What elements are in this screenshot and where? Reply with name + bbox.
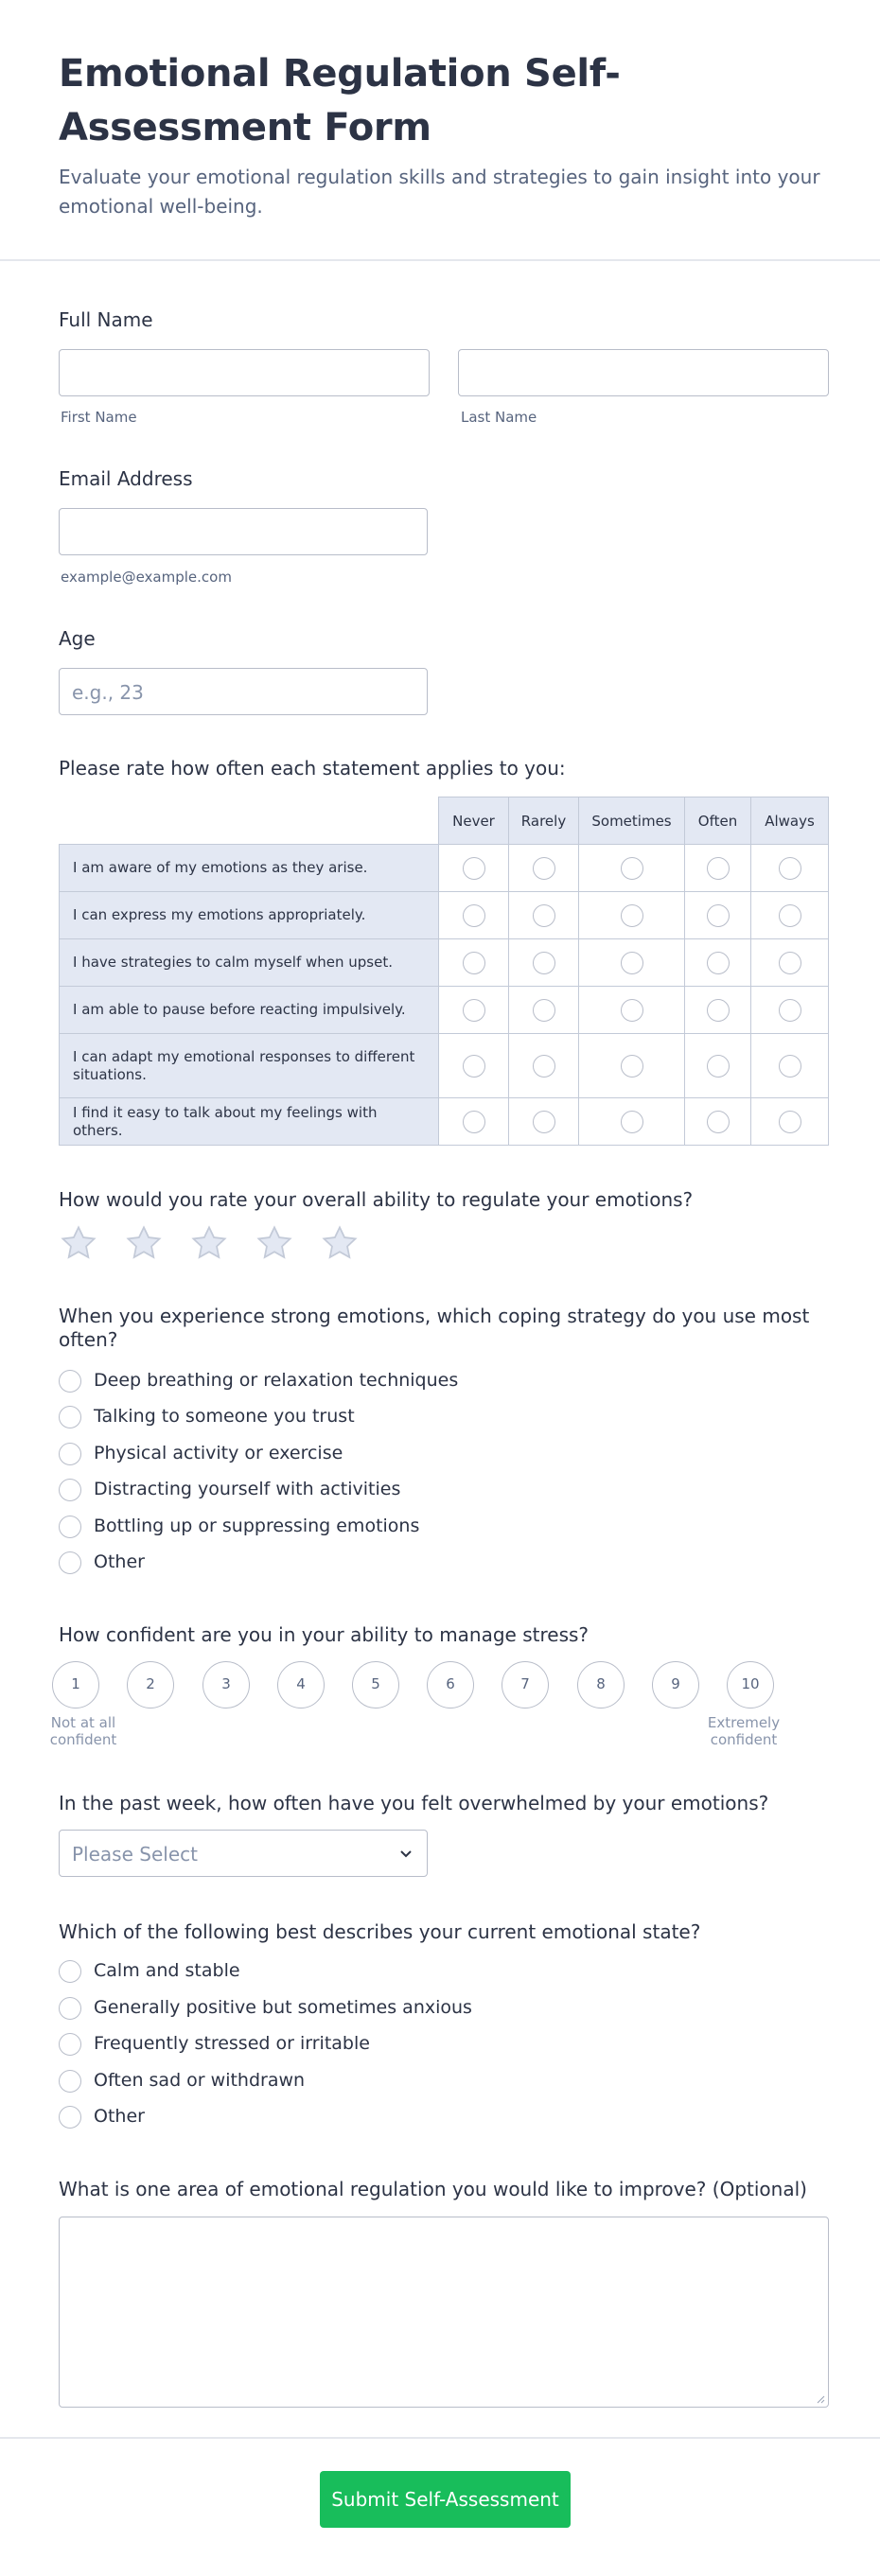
first-name-sublabel: First Name xyxy=(61,409,137,426)
star-icon[interactable] xyxy=(255,1223,294,1263)
radio-button[interactable] xyxy=(59,1406,81,1428)
matrix-radio[interactable] xyxy=(707,904,730,927)
matrix-radio[interactable] xyxy=(707,1055,730,1078)
matrix-radio[interactable] xyxy=(779,1111,801,1133)
matrix-radio[interactable] xyxy=(533,904,555,927)
form-title: Emotional Regulation Self-Assessment Form xyxy=(59,52,621,149)
star-icon[interactable] xyxy=(124,1223,164,1263)
matrix-radio[interactable] xyxy=(707,952,730,974)
dropdown-placeholder: Please Select xyxy=(72,1843,198,1866)
matrix-radio[interactable] xyxy=(533,1111,555,1133)
radio-button[interactable] xyxy=(59,1997,81,2020)
matrix-row-label: I am aware of my emotions as they arise. xyxy=(60,845,439,892)
email-label: Email Address xyxy=(59,467,193,490)
chevron-down-icon xyxy=(396,1844,415,1863)
matrix-col-always: Always xyxy=(751,797,829,845)
matrix-row xyxy=(60,892,829,939)
matrix-row xyxy=(60,987,829,1034)
matrix-radio[interactable] xyxy=(533,1055,555,1078)
email-sublabel: example@example.com xyxy=(61,569,232,586)
radio-button[interactable] xyxy=(59,2033,81,2056)
radio-button[interactable] xyxy=(59,1443,81,1465)
form-subtitle: Evaluate your emotional regulation skills and strategies to gain insight into your emotional well-being. xyxy=(59,166,820,218)
scale-option[interactable]: 3 xyxy=(202,1661,250,1709)
matrix-row xyxy=(60,1034,829,1098)
matrix-row xyxy=(60,1098,829,1146)
last-name-input[interactable] xyxy=(458,349,829,396)
scale-option[interactable]: 6 xyxy=(427,1661,474,1709)
matrix-radio[interactable] xyxy=(621,1111,643,1133)
matrix-row-label: I have strategies to calm myself when upset. xyxy=(60,939,439,987)
scale-option[interactable]: 8 xyxy=(577,1661,625,1709)
rating-label: How would you rate your overall ability to regulate your emotions? xyxy=(59,1188,694,1211)
matrix-radio[interactable] xyxy=(707,999,730,1022)
radio-button[interactable] xyxy=(59,2106,81,2129)
radio-button[interactable] xyxy=(59,1516,81,1538)
rating-matrix xyxy=(59,797,829,1146)
star-icon[interactable] xyxy=(320,1223,360,1263)
coping-label: When you experience strong emotions, which coping strategy do you use most often? xyxy=(59,1305,810,1351)
radio-button[interactable] xyxy=(59,1370,81,1393)
matrix-radio[interactable] xyxy=(621,999,643,1022)
age-input[interactable] xyxy=(59,668,428,715)
radio-button[interactable] xyxy=(59,1479,81,1501)
matrix-col-rarely: Rarely xyxy=(509,797,579,845)
footer-divider xyxy=(0,2437,880,2439)
star-icon[interactable] xyxy=(59,1223,98,1263)
age-placeholder: e.g., 23 xyxy=(72,681,144,704)
resize-handle-icon[interactable] xyxy=(814,2392,825,2404)
matrix-radio[interactable] xyxy=(463,1055,485,1078)
scale-option[interactable]: 1 xyxy=(52,1661,99,1709)
matrix-radio[interactable] xyxy=(463,999,485,1022)
scale-option[interactable]: 4 xyxy=(277,1661,325,1709)
matrix-row xyxy=(60,845,829,892)
matrix-radio[interactable] xyxy=(707,857,730,880)
matrix-radio[interactable] xyxy=(533,857,555,880)
scale-option[interactable]: 9 xyxy=(652,1661,699,1709)
matrix-row-label: I find it easy to talk about my feelings with others. xyxy=(60,1098,439,1146)
scale-option[interactable]: 10 xyxy=(727,1661,774,1709)
radio-button[interactable] xyxy=(59,1551,81,1574)
matrix-radio[interactable] xyxy=(463,1111,485,1133)
first-name-input[interactable] xyxy=(59,349,430,396)
overwhelmed-dropdown[interactable] xyxy=(59,1830,428,1877)
state-label: Which of the following best describes your current emotional state? xyxy=(59,1920,701,1943)
matrix-radio[interactable] xyxy=(463,857,485,880)
matrix-radio[interactable] xyxy=(779,952,801,974)
matrix-radio[interactable] xyxy=(463,952,485,974)
radio-button[interactable] xyxy=(59,2070,81,2093)
overwhelmed-label: In the past week, how often have you felt overwhelmed by your emotions? xyxy=(59,1792,769,1814)
scale-min-label: Not at all confident xyxy=(49,1714,117,1748)
matrix-col-sometimes: Sometimes xyxy=(579,797,685,845)
matrix-label: Please rate how often each statement applies to you: xyxy=(59,757,566,780)
last-name-sublabel: Last Name xyxy=(461,409,537,426)
matrix-row-label: I can express my emotions appropriately. xyxy=(60,892,439,939)
matrix-radio[interactable] xyxy=(779,904,801,927)
matrix-radio[interactable] xyxy=(707,1111,730,1133)
improve-label: What is one area of emotional regulation you would like to improve? (Optional) xyxy=(59,2178,807,2200)
matrix-radio[interactable] xyxy=(463,904,485,927)
improve-textarea[interactable] xyxy=(59,2217,829,2408)
scale-max-label: Extremely confident xyxy=(707,1714,781,1748)
matrix-radio[interactable] xyxy=(621,952,643,974)
matrix-radio[interactable] xyxy=(779,999,801,1022)
matrix-row-label: I am able to pause before reacting impulsively. xyxy=(60,987,439,1034)
form-header xyxy=(0,0,880,261)
full-name-label: Full Name xyxy=(59,308,153,331)
scale-option[interactable]: 2 xyxy=(127,1661,174,1709)
matrix-radio[interactable] xyxy=(621,857,643,880)
email-input[interactable] xyxy=(59,508,428,555)
matrix-radio[interactable] xyxy=(533,952,555,974)
matrix-col-often: Often xyxy=(685,797,751,845)
matrix-radio[interactable] xyxy=(621,1055,643,1078)
scale-option[interactable]: 5 xyxy=(352,1661,399,1709)
age-label: Age xyxy=(59,627,96,650)
scale-option[interactable]: 7 xyxy=(502,1661,549,1709)
matrix-radio[interactable] xyxy=(779,1055,801,1078)
submit-button[interactable]: Submit Self-Assessment xyxy=(320,2471,571,2528)
star-icon[interactable] xyxy=(189,1223,229,1263)
matrix-row xyxy=(60,939,829,987)
matrix-radio[interactable] xyxy=(621,904,643,927)
confidence-label: How confident are you in your ability to manage stress? xyxy=(59,1623,590,1646)
matrix-col-never: Never xyxy=(439,797,509,845)
matrix-radio[interactable] xyxy=(533,999,555,1022)
matrix-radio[interactable] xyxy=(779,857,801,880)
radio-button[interactable] xyxy=(59,1960,81,1983)
matrix-row-label: I can adapt my emotional responses to different situations. xyxy=(60,1034,439,1098)
